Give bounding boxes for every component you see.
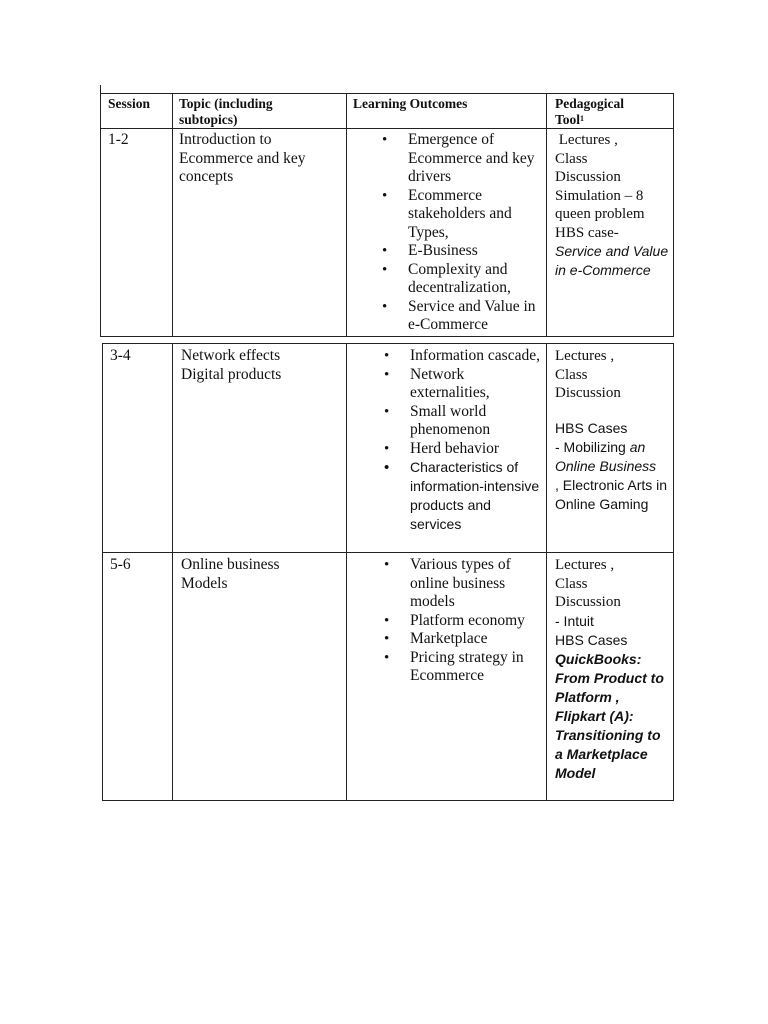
row1-topic [179,131,339,187]
list-item: • Platform economy [382,612,542,631]
lower-col-divider-3 [546,343,547,801]
row1-tool-class: Class [555,150,588,167]
row1-outcomes-list [380,131,540,335]
list-item: • Network externalities, [382,366,542,403]
row3-topic [181,556,301,593]
row3-outcomes-list [382,556,542,686]
row2-tool-case-1-prefix: - Mobilizing [555,438,630,455]
row1-tool-discussion: Discussion [555,169,621,185]
table-border-top [100,93,674,94]
list-item: • Marketplace [382,630,542,649]
row1-tool-hbs-case: HBS case- [555,224,619,241]
header-tool-footnote: 1 [580,113,585,123]
header-session-label: Session [108,96,151,111]
row2-tool-case-2: , Electronic Arts in Online Gaming [555,476,668,512]
row1-tool-simulation: Simulation – 8 queen problem [555,187,645,222]
row3-outcomes [382,556,542,686]
header-tool-label: Pedagogical Tool [555,96,624,127]
row2-session [110,347,170,366]
table-border-bottom [102,800,674,801]
row2-outcomes-list [382,347,542,534]
row1-tool [555,131,671,280]
row2-tool-case-1-title: an Online Business [555,438,657,474]
row3-tool [555,556,671,783]
row2-tool [555,347,671,514]
row1-tool-case-title: Service and Value in e-Commerce [555,243,669,278]
row1-tool-lectures: Lectures , [555,132,618,148]
row2-session-value: 3-4 [110,347,131,364]
row3-tool-lectures: Lectures , [555,557,615,573]
row3-session [110,556,170,575]
list-item: • Pricing strategy in Ecommerce [382,649,542,686]
row2-top-rule [102,343,674,344]
row2-tool-case-1 [555,438,671,476]
lower-right-border [673,343,674,801]
list-item: • E-Business [380,242,540,261]
row1-outcomes [380,131,540,335]
upper-col-divider-3 [546,93,547,337]
upper-col-divider-1 [172,93,173,337]
row2-topic-value: Network effects Digital products [181,347,282,383]
row1-session [108,131,168,150]
row3-topic-value: Online business Models [181,556,280,592]
row2-outcomes [382,347,542,534]
row2-topic [181,347,311,384]
list-item: • Complexity and decentralization, [380,261,540,298]
row3-tool-hbs-cases: HBS Cases [555,631,628,648]
list-item: • Information cascade, [382,347,542,366]
row3-tool-class: Class [555,575,588,592]
header-outcomes-label: Learning Outcomes [353,96,468,111]
header-topic-label: Topic (including subtopics) [179,96,273,127]
row2-tool-lectures: Lectures , [555,348,615,364]
lower-col-divider-2 [346,343,347,801]
list-item: • Various types of online business models [382,556,542,612]
lower-left-border [102,343,103,801]
row1-bottom-rule [100,336,674,337]
list-item: • Characteristics of information-intensive products and services [382,458,542,534]
row2-bottom-rule [102,552,674,553]
list-item: • Small world phenomenon [382,403,542,440]
lower-col-divider-1 [172,343,173,801]
list-item: • Ecommerce stakeholders and Types, [380,187,540,243]
upper-left-border [100,85,101,337]
list-item: • Emergence of Ecommerce and key drivers [380,131,540,187]
row3-tool-intuit: - Intuit [555,612,594,629]
row1-session-value: 1-2 [108,131,129,148]
row1-topic-value: Introduction to Ecommerce and key concepts [179,131,306,185]
row2-tool-discussion: Discussion [555,385,621,401]
header-topic [179,96,319,127]
row3-tool-discussion: Discussion [555,594,621,610]
header-bottom-rule [100,128,674,129]
header-session [108,96,170,112]
row3-tool-case-titles: QuickBooks: From Product to Platform , Flipkart (A): Transitioning to a Marketplace Model [555,650,664,781]
row2-tool-spacer [555,403,671,419]
upper-col-divider-2 [346,93,347,337]
row2-tool-hbs-cases: HBS Cases [555,419,628,436]
list-item: • Service and Value in e-Commerce [380,298,540,335]
upper-right-border [673,93,674,337]
list-item: • Herd behavior [382,440,542,459]
row3-session-value: 5-6 [110,556,131,573]
header-tool [555,96,655,127]
header-outcomes [353,96,543,112]
row2-tool-class: Class [555,366,588,383]
